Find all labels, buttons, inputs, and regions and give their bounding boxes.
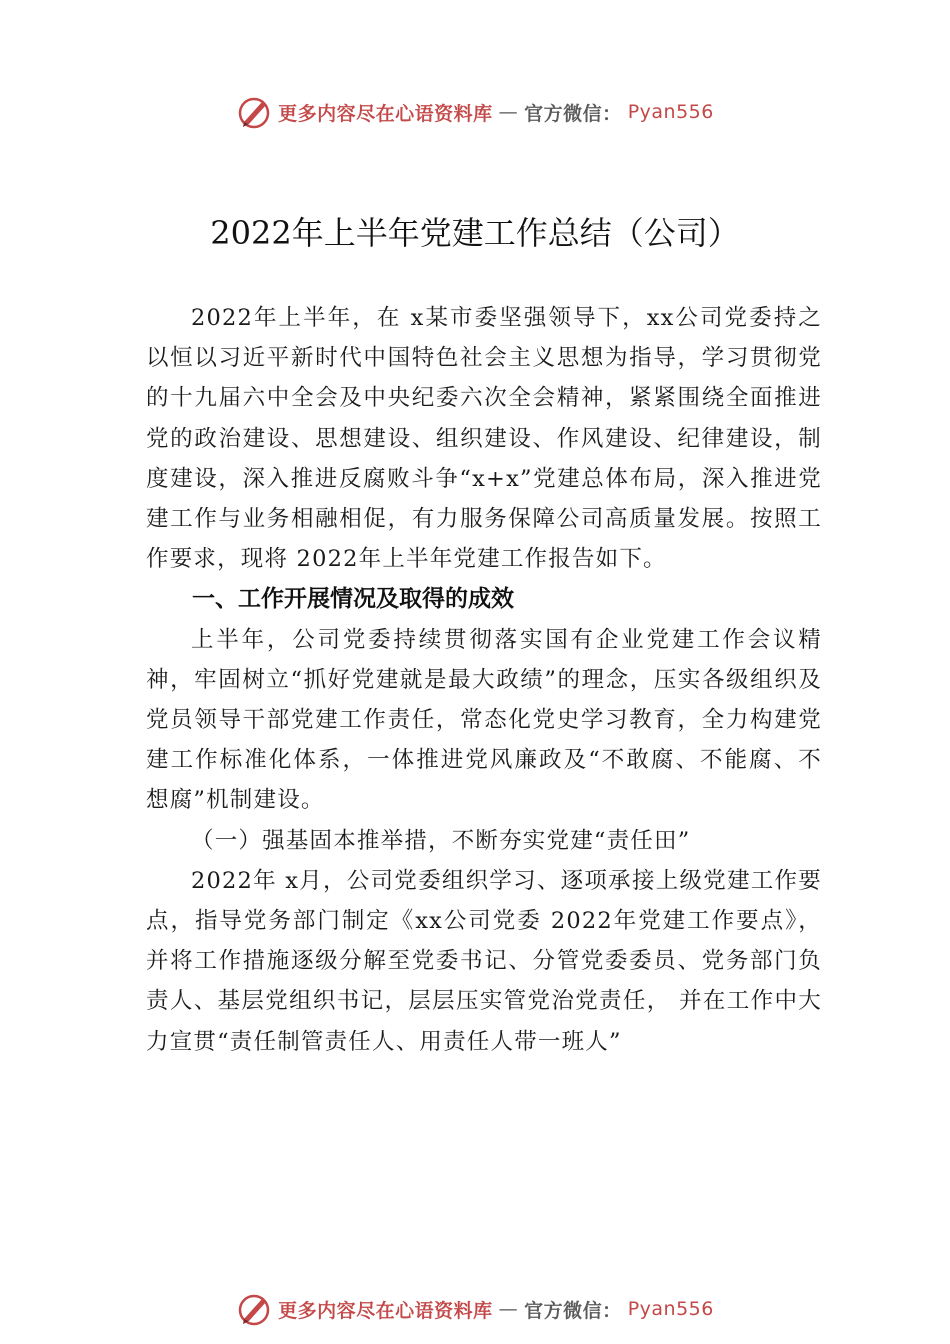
- measures-paragraph: 2022年 x月，公司党委组织学习、逐项承接上级党建工作要点，指导党务部门制定《xx公司党委 2022年党建工作要点》，并将工作措施逐级分解至党委书记、分管党委委员、党务部门负责人、基层党组织书记，层层压实管党治党责任， 并在工作中大力宣贯“责任制管责任人、用责任人带一班人”: [146, 867, 822, 1055]
- pen-logo-icon: [236, 1291, 272, 1327]
- summary-paragraph: 上半年，公司党委持续贯彻落实国有企业党建工作会议精神，牢固树立“抓好党建就是最大政绩”的理念，压实各级组织及党员领导干部党建工作责任，常态化党史学习教育，全力构建党建工作标准化体系，一体推进党风廉政及“不敢腐、不能腐、不想腐”机制建设。: [146, 626, 822, 814]
- pen-logo-icon: [236, 94, 272, 130]
- intro-paragraph: 2022年上半年，在 x某市委坚强领导下，xx公司党委持之以恒以习近平新时代中国特色社会主义思想为指导，学习贯彻党的十九届六中全会及中央纪委六次全会精神，紧紧围绕全面推进党的政治建设、思想建设、组织建设、作风建设、纪律建设，制度建设，深入推进反腐败斗争“x+x”党建总体布局，深入推进党建工作与业务相融相促，有力服务保障公司高质量发展。按照工作要求，现将 2022年上半年党建工作报告如下。: [146, 305, 822, 573]
- watermark-header: [0, 92, 950, 132]
- watermark-footer: [0, 1289, 950, 1329]
- watermark-wechat-id: Pyan556: [627, 101, 714, 123]
- subsection-heading-1: （一）强基固本推举措，不断夯实党建“责任田”: [191, 827, 691, 854]
- watermark-wechat-label: 官方微信：: [524, 1299, 622, 1322]
- watermark-site-text: 更多内容尽在心语资料库: [278, 102, 493, 125]
- watermark-wechat-id: Pyan556: [627, 1298, 714, 1320]
- document-title: 2022年上半年党建工作总结（公司）: [210, 214, 740, 252]
- watermark-dash: —: [498, 101, 519, 123]
- section-heading-1: 一、工作开展情况及取得的成效: [192, 586, 514, 613]
- document-body: [146, 298, 822, 1062]
- watermark-site-text: 更多内容尽在心语资料库: [278, 1299, 493, 1322]
- watermark-dash: —: [498, 1298, 519, 1320]
- watermark-wechat-label: 官方微信：: [524, 102, 622, 125]
